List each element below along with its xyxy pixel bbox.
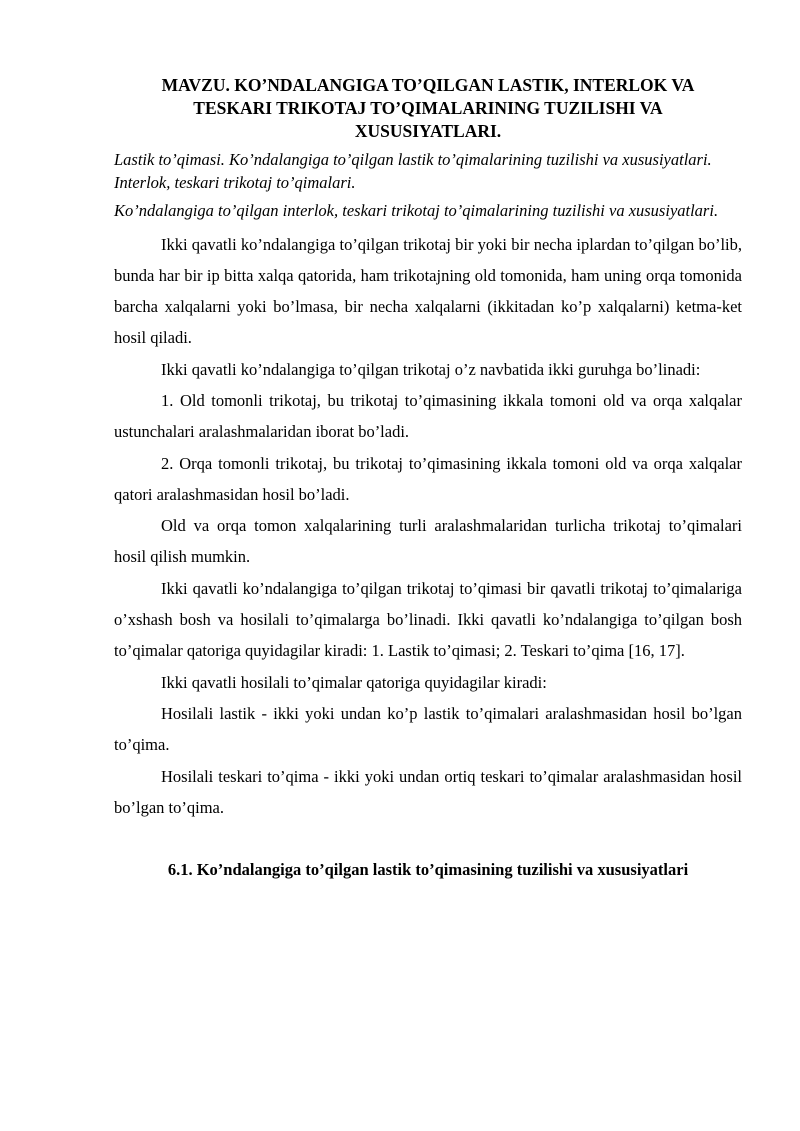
body-paragraph: Hosilali teskari to’qima - ikki yoki undan ortiq teskari to’qimalar aralashmasidan hosil bo’lgan to’qima.	[114, 766, 742, 817]
subtitle-topics: Lastik to’qimasi. Ko’ndalangiga to’qilgan lastik to’qimalarining tuzilishi va xususiyatlari. Interlok, teskari trikotaj to’qimalari.	[114, 150, 712, 192]
body-paragraph: Ikki qavatli ko’ndalangiga to’qilgan trikotaj to’qimasi bir qavatli trikotaj to’qimalariga o’xshash bosh va hosilali to’qimalarga bo’linadi. Ikki qavatli ko’ndalangiga to’qilgan bosh to’qimalar qatoriga quyidagilar kiradi: 1. Lastik to’qimasi; 2. Teskari to’qima [16, 17].	[114, 578, 742, 661]
title-line: XUSUSIYATLARI.	[354, 121, 502, 141]
title-line: TESKARI TRIKOTAJ TO’QIMALARINING TUZILISHI VA	[193, 98, 663, 118]
body-paragraph: Old va orqa tomon xalqalarining turli aralashmalaridan turlicha trikotaj to’qimalari hosil qilish mumkin.	[114, 516, 742, 567]
document-page	[114, 74, 742, 881]
body-paragraph: Ikki qavatli hosilali to’qimalar qatoriga quyidagilar kiradi:	[161, 672, 547, 692]
body-paragraph: Hosilali lastik - ikki yoki undan ko’p lastik to’qimalari aralashmasidan hosil bo’lgan to’qima.	[114, 703, 742, 755]
section-heading: 6.1. Ko’ndalangiga to’qilgan lastik to’qimasining tuzilishi va xususiyatlari	[167, 860, 689, 880]
body-paragraph: Ikki qavatli ko’ndalangiga to’qilgan trikotaj bir yoki bir necha iplardan to’qilgan bo’lib, bunda har bir ip bitta xalqa qatorida, ham trikotajning old tomonida, ham uning orqa tomonida barcha xalqalarni yoki bo’lmasa, bir necha xalqalarni (ikkitadan ko’p xalqalarni) ketma-ket hosil qiladi.	[114, 234, 742, 348]
document-title	[114, 74, 742, 143]
subtitle-topics-secondary: Ko’ndalangiga to’qilgan interlok, teskari trikotaj to’qimalarining tuzilishi va xususiyatlari.	[114, 201, 719, 220]
list-item: 2. Orqa tomonli trikotaj, bu trikotaj to’qimasining ikkala tomoni old va orqa xalqalar qatori aralashmasidan hosil bo’ladi.	[114, 453, 742, 504]
title-line: MAVZU. KO’NDALANGIGA TO’QILGAN LASTIK, INTERLOK VA	[161, 75, 695, 95]
body-paragraph: Ikki qavatli ko’ndalangiga to’qilgan trikotaj o’z navbatida ikki guruhga bo’linadi:	[161, 359, 701, 379]
list-item: 1. Old tomonli trikotaj, bu trikotaj to’qimasining ikkala tomoni old va orqa xalqalar ustunchalari aralashmalaridan iborat bo’ladi.	[114, 390, 742, 442]
